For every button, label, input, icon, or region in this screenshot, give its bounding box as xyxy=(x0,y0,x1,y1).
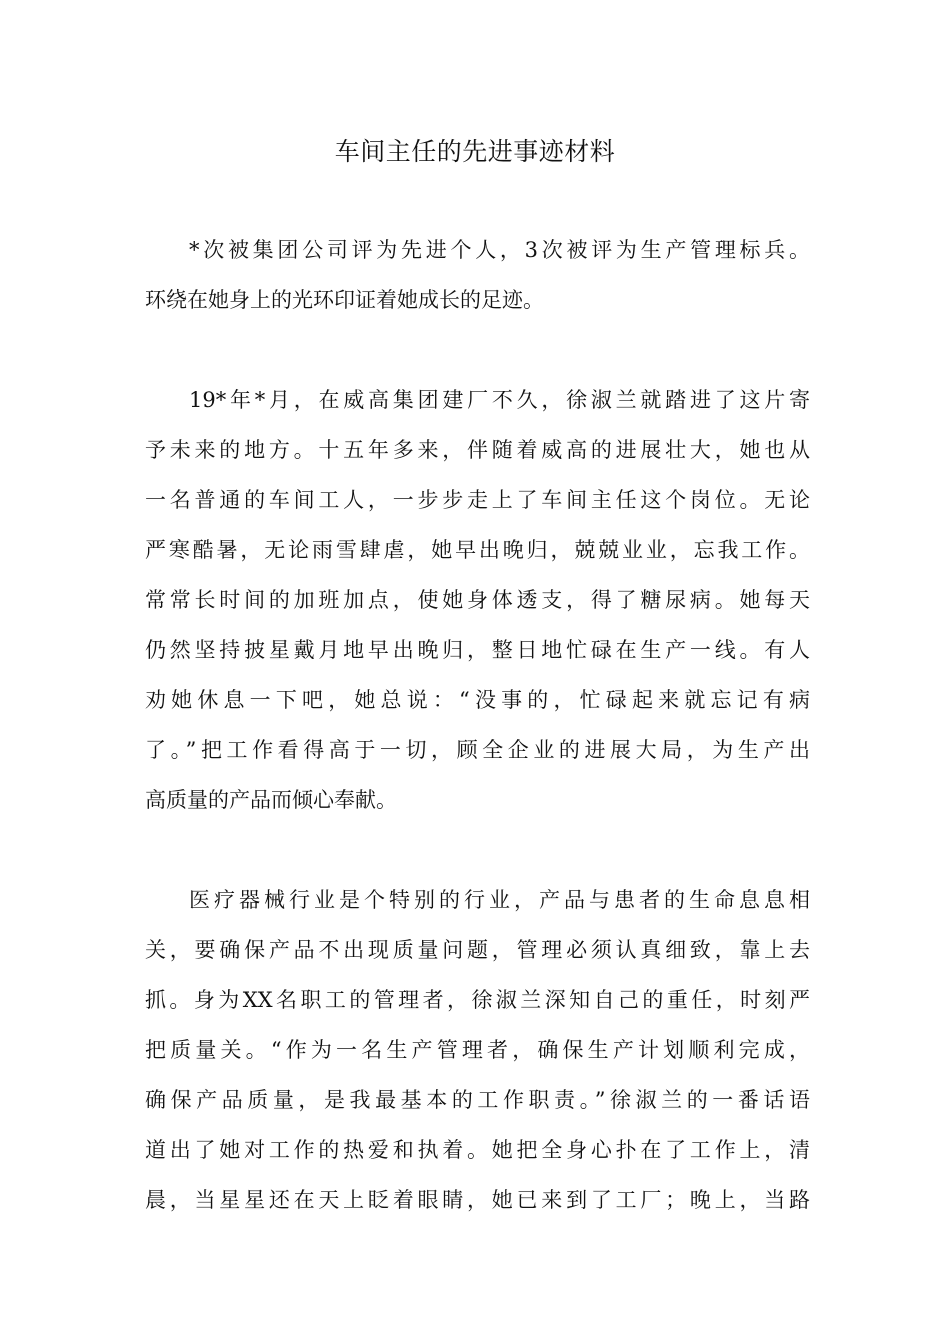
paragraph-line: 劝她休息一下吧，她总说：“没事的，忙碌起来就忘记有病 xyxy=(145,688,810,712)
paragraph-1 xyxy=(145,225,810,325)
paragraph-line: *次被集团公司评为先进个人，3次被评为生产管理标兵。 xyxy=(189,238,810,262)
paragraph-line: 19*年*月，在威高集团建厂不久，徐淑兰就踏进了这片寄 xyxy=(189,388,810,412)
paragraph-line: 仍然坚持披星戴月地早出晚归，整日地忙碌在生产一线。有人 xyxy=(145,638,810,662)
paragraph-line: 常常长时间的加班加点，使她身体透支，得了糖尿病。她每天 xyxy=(145,588,810,612)
paragraph-line: 关，要确保产品不出现质量问题，管理必须认真细致，靠上去 xyxy=(145,938,810,962)
paragraph-2 xyxy=(145,375,810,825)
paragraph-line: 高质量的产品而倾心奉献。 xyxy=(145,788,397,812)
paragraph-line: 予未来的地方。十五年多来，伴随着威高的进展壮大，她也从 xyxy=(145,438,810,462)
paragraph-3 xyxy=(145,875,810,1225)
paragraph-line: 医疗器械行业是个特别的行业，产品与患者的生命息息相 xyxy=(189,888,810,912)
paragraph-line: 环绕在她身上的光环印证着她成长的足迹。 xyxy=(145,288,544,312)
paragraph-line: 晨，当星星还在天上眨着眼睛，她已来到了工厂；晚上，当路 xyxy=(145,1188,810,1212)
paragraph-line: 确保产品质量，是我最基本的工作职责。”徐淑兰的一番话语 xyxy=(145,1088,810,1112)
paragraph-line: 严寒酷暑，无论雨雪肆虐，她早出晚归，兢兢业业，忘我工作。 xyxy=(145,538,810,562)
paragraph-line: 道出了她对工作的热爱和执着。她把全身心扑在了工作上，清 xyxy=(145,1138,810,1162)
paragraph-line: 了。”把工作看得高于一切，顾全企业的进展大局，为生产出 xyxy=(145,738,810,762)
paragraph-line: 一名普通的车间工人，一步步走上了车间主任这个岗位。无论 xyxy=(145,488,810,512)
paragraph-line: 把质量关。“作为一名生产管理者，确保生产计划顺利完成， xyxy=(145,1038,810,1062)
document-title: 车间主任的先进事迹材料 xyxy=(334,137,616,166)
paragraph-line: 抓。身为XX名职工的管理者，徐淑兰深知自己的重任，时刻严 xyxy=(145,988,810,1012)
